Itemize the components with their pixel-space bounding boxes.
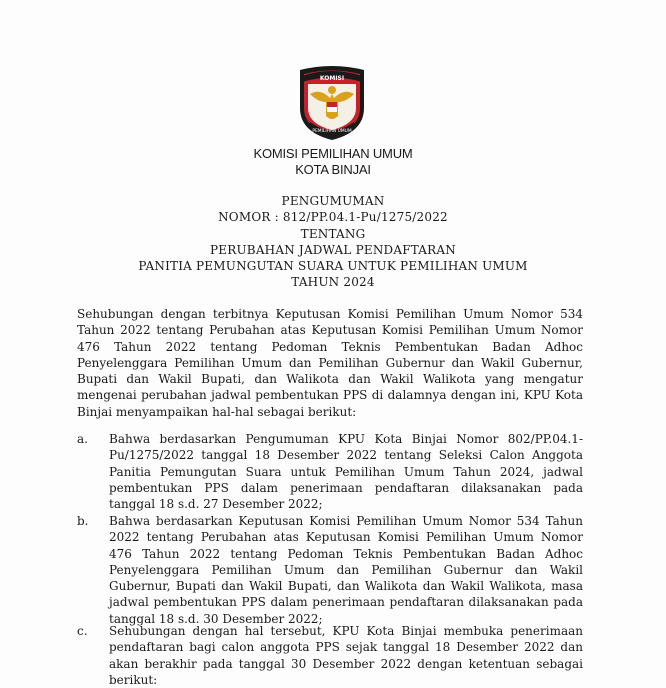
list-item-text: Bahwa berdasarkan Pengumuman KPU Kota Binjai Nomor 802/PP.04.1-Pu/1275/2022 tanggal 18 Desember 2022 tentang Seleksi Calon Anggota Panitia Pemungutan Suara untuk Pemilihan Umum Tahun 2024, jadwal pembentukan PPS dalam penerimaan pendaftaran dilaksanakan pada tanggal 18 s.d. 27 Desember 2022;	[109, 432, 583, 512]
logo-bottom-text: PEMILIHAN UMUM	[312, 129, 352, 134]
doc-subject-year: TAHUN 2024	[291, 275, 375, 289]
doc-title: PENGUMUMAN	[281, 194, 385, 208]
org-name: KOMISI PEMILIHAN UMUM	[253, 146, 413, 161]
logo-top-text: KOMISI	[319, 75, 345, 82]
intro-paragraph: Sehubungan dengan terbitnya Keputusan Komisi Pemilihan Umum Nomor 534 Tahun 2022 tentang Perubahan atas Keputusan Komisi Pemilihan Umum Nomor 476 Tahun 2022 tentang Pedoman Teknis Pembentukan Badan Adhoc Penyelenggara Pemilihan Umum dan Pemilihan Gubernur dan Wakil Gubernur, Bupati dan Wakil Bupati, dan Walikota dan Wakil Walikota yang mengatur mengenai perubahan jadwal pembentukan PPS di dalamnya dengan ini, KPU Kota Binjai menyampaikan hal-hal sebagai berikut:	[77, 307, 583, 419]
doc-number: NOMOR : 812/PP.04.1-Pu/1275/2022	[218, 210, 448, 224]
doc-about: TENTANG	[300, 227, 366, 241]
list-item-text: Sehubungan dengan hal tersebut, KPU Kota Binjai membuka penerimaan pendaftaran bagi calon anggota PPS sejak tanggal 18 Desember 2022 dan akan berakhir pada tanggal 30 Desember 2022 dengan ketentuan sebagai berikut:	[109, 624, 583, 687]
kpu-logo	[296, 64, 368, 142]
list-item-text: Bahwa berdasarkan Keputusan Komisi Pemilihan Umum Nomor 534 Tahun 2022 tentang Perubahan atas Keputusan Komisi Pemilihan Umum Nomor 476 Tahun 2022 tentang Pedoman Teknis Pembentukan Badan Adhoc Penyelenggara Pemilihan Umum dan Pemilihan Gubernur dan Wakil Gubernur, Bupati dan Wakil Bupati, dan Walikota dan Wakil Walikota, masa jadwal pembentukan PPS dalam penerimaan pendaftaran dilaksanakan pada tanggal 18 s.d. 30 Desember 2022;	[109, 514, 583, 626]
list-item-label: b.	[77, 514, 89, 528]
doc-subject-line2: PANITIA PEMUNGUTAN SUARA UNTUK PEMILIHAN UMUM	[138, 259, 528, 273]
list-item-label: c.	[77, 624, 88, 638]
list-item-label: a.	[77, 432, 88, 446]
doc-subject-line1: PERUBAHAN JADWAL PENDAFTARAN	[210, 243, 456, 257]
org-city: KOTA BINJAI	[295, 162, 371, 177]
